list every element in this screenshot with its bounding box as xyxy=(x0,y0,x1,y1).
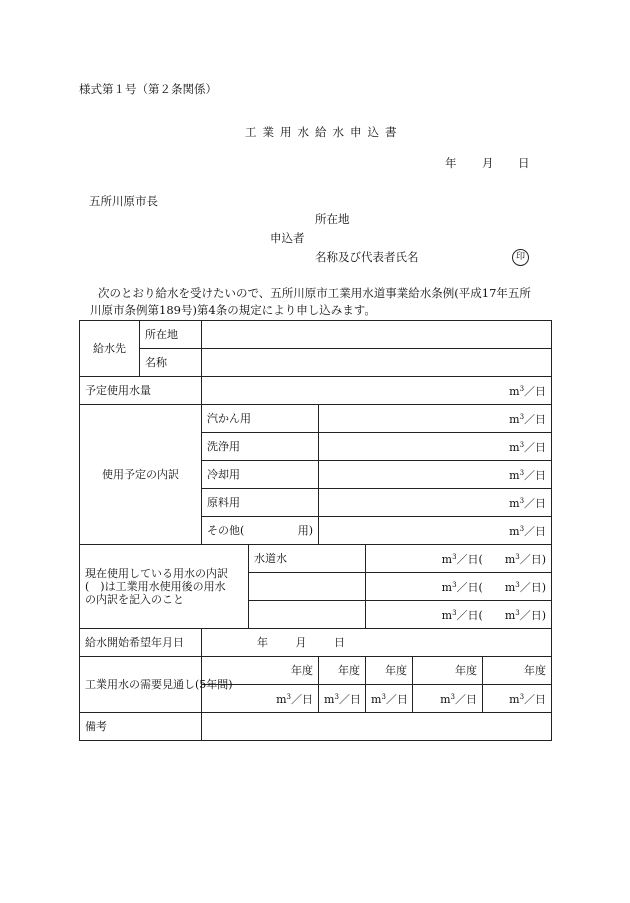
name-label-cell xyxy=(140,349,202,377)
destination-label: 給水先 xyxy=(80,321,140,377)
unit-sup: 3 xyxy=(334,693,339,701)
unit-sup: 3 xyxy=(381,693,386,701)
unit-m: m xyxy=(324,693,335,706)
unit-tail: ／日 xyxy=(524,497,547,510)
unit-tail: ／日 xyxy=(524,413,547,426)
row-destination-address xyxy=(80,321,552,349)
breakdown-item-label: 冷却用 xyxy=(202,461,319,489)
current-value-input[interactable] xyxy=(366,601,552,629)
unit-m: m xyxy=(440,693,451,706)
row-planned-volume xyxy=(80,377,552,405)
unit-sup: 3 xyxy=(519,525,525,533)
breakdown-other-label[interactable] xyxy=(202,517,319,545)
fiscal-year-label: 年度 xyxy=(524,664,547,677)
unit-tail: ／日 xyxy=(291,693,313,706)
paren-close: ／日) xyxy=(519,581,547,594)
unit-sup: 3 xyxy=(519,441,525,449)
unit-m: m xyxy=(504,609,516,622)
unit-sup: 3 xyxy=(519,469,525,477)
unit-tail: ／日 xyxy=(524,441,547,454)
row-breakdown-1 xyxy=(80,405,552,433)
paren-open: ／日( xyxy=(456,581,483,594)
form-number: 様式第１号（第２条関係） xyxy=(79,82,217,96)
start-date-label: 給水開始希望年月日 xyxy=(80,629,202,657)
fiscal-year-input[interactable] xyxy=(319,657,366,685)
unit-sup: 3 xyxy=(286,693,291,701)
applicant-name-label: 名称及び代表者氏名 xyxy=(315,250,419,264)
remarks-label: 備考 xyxy=(80,713,202,741)
intro-line-2: 川原市条例第189号)第4条の規定により申し込みます。 xyxy=(90,303,376,317)
address-label-cell xyxy=(140,321,202,349)
breakdown-value-input[interactable] xyxy=(319,489,552,517)
current-usage-label xyxy=(80,545,249,629)
unit-tail: ／日 xyxy=(338,693,361,706)
name-label: 名称 xyxy=(145,356,167,369)
unit-m: m xyxy=(276,693,287,706)
unit-tail: ／日 xyxy=(524,385,547,398)
unit-sup: 3 xyxy=(515,609,520,617)
breakdown-item-label: 汽かん用 xyxy=(202,405,319,433)
planned-volume-input[interactable] xyxy=(202,377,552,405)
seal-mark xyxy=(512,248,529,266)
date-day-label: 日 xyxy=(518,156,530,170)
unit-m: m xyxy=(441,581,453,594)
current-label-line3: の内訳を記入のこと xyxy=(85,593,184,606)
unit-m: m xyxy=(441,553,453,566)
unit-m: m xyxy=(441,609,453,622)
unit-tail: ／日 xyxy=(524,525,547,538)
unit-m: m xyxy=(509,497,520,510)
breakdown-label: 使用予定の内訳 xyxy=(80,405,202,545)
start-year: 年 xyxy=(257,636,268,649)
breakdown-other-wrap xyxy=(207,524,313,537)
row-remarks xyxy=(80,713,552,741)
unit-m: m xyxy=(504,553,516,566)
unit-m: m xyxy=(509,413,520,426)
addressee: 五所川原市長 xyxy=(89,194,158,208)
unit-sup: 3 xyxy=(452,553,457,561)
fiscal-year-label: 年度 xyxy=(455,664,477,677)
destination-address-input[interactable] xyxy=(202,321,552,349)
breakdown-other-close: 用) xyxy=(297,524,313,537)
breakdown-item-label: 洗浄用 xyxy=(202,433,319,461)
paren-open: ／日( xyxy=(456,609,483,622)
forecast-value-input[interactable] xyxy=(413,685,483,713)
paren-close: ／日) xyxy=(519,609,547,622)
current-label-line2: ( )は工業用水使用後の用水 xyxy=(85,580,226,593)
address-label: 所在地 xyxy=(145,328,178,341)
intro-line-1: 次のとおり給水を受けたいので、五所川原市工業用水道事業給水条例(平成17年五所 xyxy=(98,286,531,300)
applicant-address-label: 所在地 xyxy=(315,212,350,226)
unit-sup: 3 xyxy=(450,693,455,701)
unit-sup: 3 xyxy=(519,497,525,505)
current-item-label: 水道水 xyxy=(254,552,287,565)
fiscal-year-label: 年度 xyxy=(385,664,407,677)
row-forecast-years xyxy=(80,657,552,685)
row-start-date xyxy=(80,629,552,657)
unit-sup: 3 xyxy=(519,413,525,421)
start-date-input[interactable] xyxy=(202,629,552,657)
application-table xyxy=(79,320,552,741)
unit-tail: ／日 xyxy=(524,693,547,706)
form-title: 工業用水給水申込書 xyxy=(245,125,403,139)
fiscal-year-input[interactable] xyxy=(413,657,483,685)
forecast-label: 工業用水の需要見通し(5年間) xyxy=(80,657,202,713)
fiscal-year-input[interactable] xyxy=(366,657,413,685)
fiscal-year-input[interactable] xyxy=(483,657,552,685)
breakdown-value-input[interactable] xyxy=(319,461,552,489)
unit-tail: ／日 xyxy=(524,469,547,482)
forecast-value-input[interactable] xyxy=(483,685,552,713)
breakdown-other-open: その他( xyxy=(207,524,245,537)
unit-sup: 3 xyxy=(452,609,457,617)
paren-open: ／日( xyxy=(456,553,483,566)
start-day: 日 xyxy=(334,636,345,649)
breakdown-value-input[interactable] xyxy=(319,405,552,433)
current-value-input[interactable] xyxy=(366,545,552,573)
unit-m: m xyxy=(504,581,516,594)
unit-m: m xyxy=(509,525,520,538)
fiscal-year-label: 年度 xyxy=(291,664,313,677)
unit-tail: ／日 xyxy=(385,693,408,706)
unit-m: m xyxy=(509,693,520,706)
breakdown-value-input[interactable] xyxy=(319,433,552,461)
unit-sup: 3 xyxy=(515,581,520,589)
current-value-input[interactable] xyxy=(366,573,552,601)
unit-m: m xyxy=(509,441,520,454)
remarks-input[interactable] xyxy=(202,713,552,741)
seal-text: 印 xyxy=(512,249,529,266)
unit-m: m xyxy=(509,385,520,398)
unit-sup: 3 xyxy=(519,693,525,701)
start-month: 月 xyxy=(295,636,307,649)
destination-name-input[interactable] xyxy=(202,349,552,377)
date-year-label: 年 xyxy=(445,156,457,170)
unit-sup: 3 xyxy=(515,553,520,561)
current-item-input[interactable] xyxy=(249,601,366,629)
breakdown-value-input[interactable] xyxy=(319,517,552,545)
current-item-cell[interactable] xyxy=(249,545,366,573)
planned-volume-label: 予定使用水量 xyxy=(80,377,202,405)
row-destination-name xyxy=(80,349,552,377)
row-current-1 xyxy=(80,545,552,573)
date-month-label: 月 xyxy=(482,156,494,170)
unit-sup: 3 xyxy=(452,581,457,589)
current-item-input[interactable] xyxy=(249,573,366,601)
unit-m: m xyxy=(509,469,520,482)
fiscal-year-label: 年度 xyxy=(338,664,360,677)
unit-m: m xyxy=(371,693,382,706)
breakdown-item-label: 原料用 xyxy=(202,489,319,517)
forecast-value-input[interactable] xyxy=(319,685,366,713)
paren-close: ／日) xyxy=(519,553,547,566)
applicant-role-label: 申込者 xyxy=(270,231,305,245)
unit-sup: 3 xyxy=(519,385,525,393)
unit-tail: ／日 xyxy=(455,693,477,706)
current-label-line1: 現在使用している用水の内訳 xyxy=(85,567,228,580)
forecast-value-input[interactable] xyxy=(366,685,413,713)
